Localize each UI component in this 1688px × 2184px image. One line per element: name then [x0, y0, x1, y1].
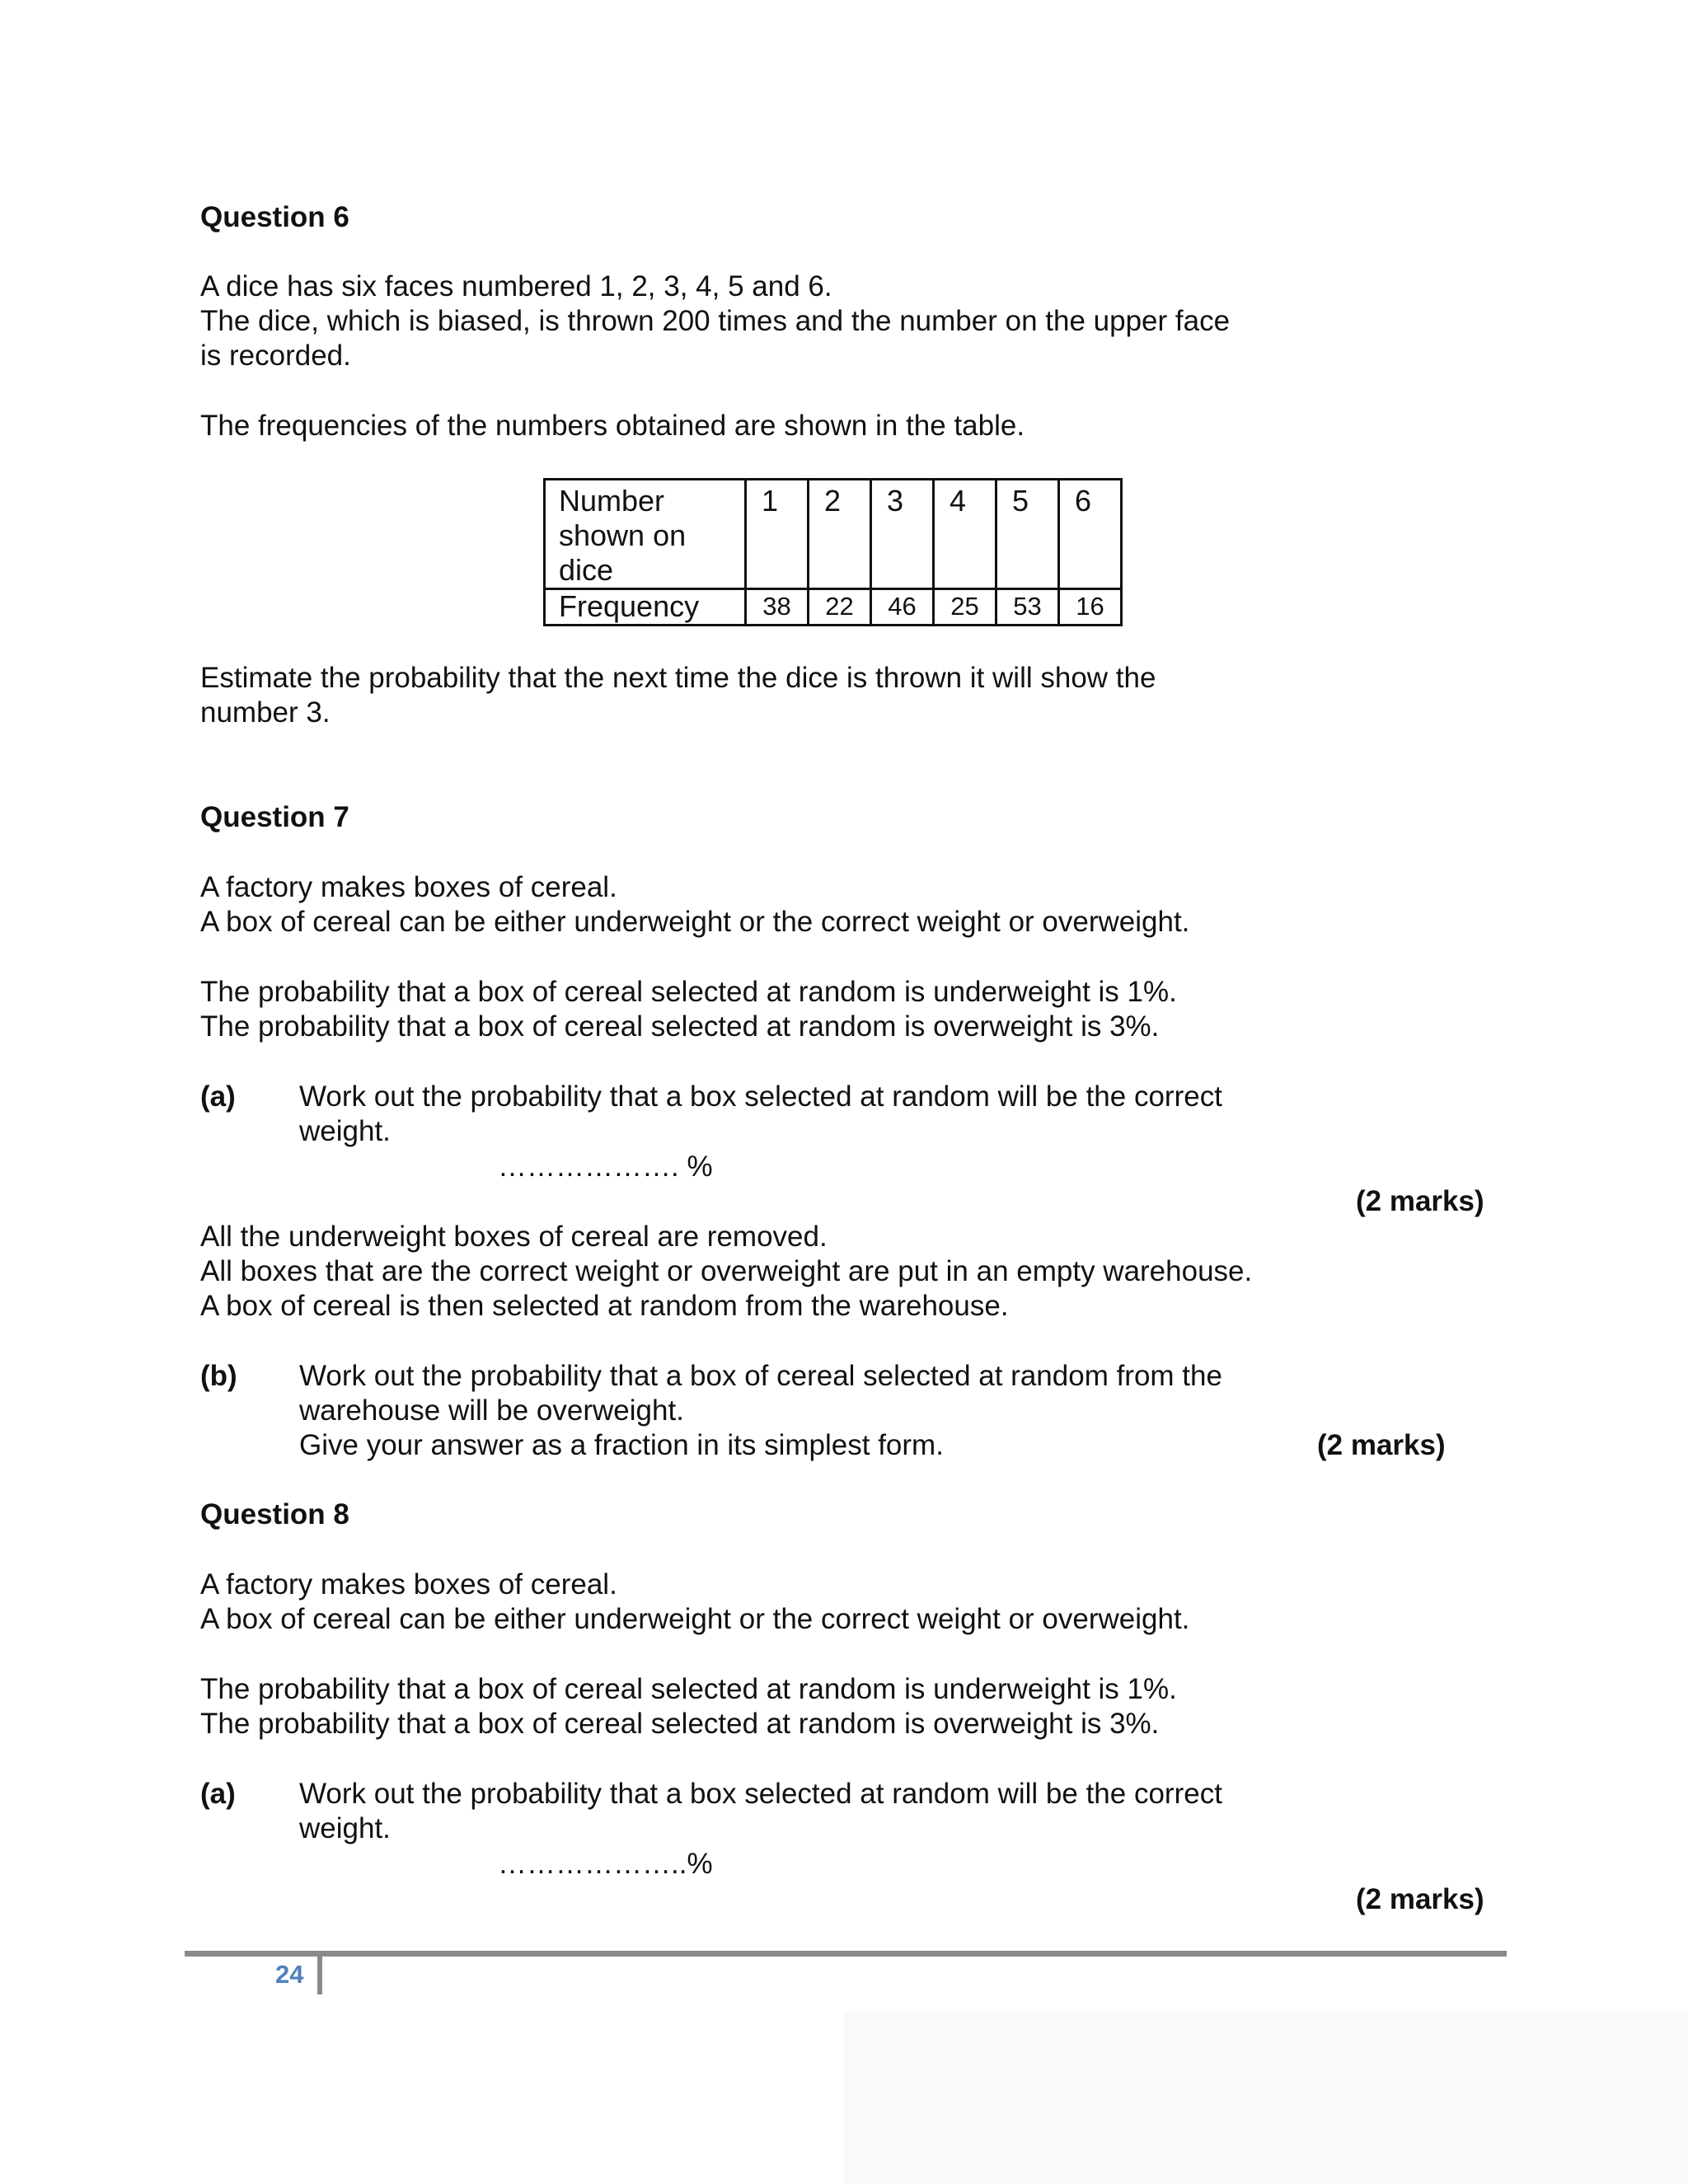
q8-intro-line-1: A factory makes boxes of cereal. — [200, 1568, 617, 1601]
table-number-cell: 6 — [1059, 480, 1122, 589]
q7-part-a-label: (a) — [200, 1080, 236, 1113]
q7-intro-line-2: A box of cereal can be either underweight or the correct weight or overweight. — [200, 906, 1190, 938]
table-header-label — [545, 480, 746, 589]
q6-question-line-2: number 3. — [200, 696, 331, 729]
table-frequency-cell: 25 — [934, 589, 996, 626]
q6-question-line-1: Estimate the probability that the next time the dice is thrown it will show the — [200, 662, 1156, 694]
q7-part-b-line-1: Work out the probability that a box of cereal selected at random from the — [299, 1360, 1222, 1392]
q7-part-b-line-2: warehouse will be overweight. — [299, 1394, 684, 1427]
header-label-line-2: shown on — [559, 518, 687, 552]
q7-probability-overweight: The probability that a box of cereal selected at random is overweight is 3%. — [200, 1010, 1160, 1043]
q7-part-a-line-1: Work out the probability that a box selected at random will be the correct — [299, 1080, 1222, 1113]
table-number-cell: 3 — [871, 480, 934, 589]
q6-intro-line-1: A dice has six faces numbered 1, 2, 3, 4, 5 and 6. — [200, 270, 832, 302]
q7-info-line-1: All the underweight boxes of cereal are removed. — [200, 1221, 828, 1253]
q7-part-a-line-2: weight. — [299, 1115, 391, 1147]
question-8-heading: Question 8 — [200, 1498, 349, 1530]
q7-part-a-marks: (2 marks) — [1356, 1185, 1484, 1217]
table-row-frequencies — [545, 589, 1122, 626]
q8-part-a-answer-line[interactable]: ………………..% — [498, 1848, 713, 1880]
q7-part-b-line-3: Give your answer as a fraction in its simplest form. — [299, 1429, 944, 1461]
table-number-cell: 4 — [934, 480, 996, 589]
table-row-numbers — [545, 480, 1122, 589]
q7-part-a-answer-line[interactable]: ………………. % — [498, 1151, 713, 1183]
table-frequency-cell: 53 — [996, 589, 1059, 626]
q8-intro-line-2: A box of cereal can be either underweight or the correct weight or overweight. — [200, 1603, 1190, 1635]
table-frequency-label: Frequency — [545, 589, 746, 626]
q7-part-b-marks: (2 marks) — [1317, 1429, 1446, 1461]
q8-probability-overweight: The probability that a box of cereal selected at random is overweight is 3%. — [200, 1708, 1160, 1740]
footer-rule — [185, 1951, 1507, 1957]
q8-part-a-line-1: Work out the probability that a box selected at random will be the correct — [299, 1778, 1222, 1810]
table-frequency-cell: 46 — [871, 589, 934, 626]
table-number-cell: 2 — [809, 480, 871, 589]
q8-probability-underweight: The probability that a box of cereal selected at random is underweight is 1%. — [200, 1673, 1177, 1705]
footer-divider — [317, 1957, 322, 1994]
q6-intro-line-2: The dice, which is biased, is thrown 200 times and the number on the upper face — [200, 305, 1231, 337]
header-label-line-3: dice — [559, 553, 614, 587]
q7-info-line-3: A box of cereal is then selected at random from the warehouse. — [200, 1290, 1009, 1322]
header-label-line-1: Number — [559, 484, 665, 518]
q6-table-intro: The frequencies of the numbers obtained are shown in the table. — [200, 410, 1025, 442]
page-number: 24 — [275, 1960, 304, 1989]
q7-intro-line-1: A factory makes boxes of cereal. — [200, 871, 617, 903]
q7-probability-underweight: The probability that a box of cereal selected at random is underweight is 1%. — [200, 976, 1177, 1008]
table-number-cell: 1 — [746, 480, 809, 589]
q7-info-line-2: All boxes that are the correct weight or overweight are put in an empty warehouse. — [200, 1255, 1253, 1287]
page-shadow — [844, 2011, 1688, 2184]
q6-intro-line-3: is recorded. — [200, 340, 351, 372]
table-frequency-cell: 38 — [746, 589, 809, 626]
table-frequency-cell: 22 — [809, 589, 871, 626]
table-frequency-cell: 16 — [1059, 589, 1122, 626]
question-7-heading: Question 7 — [200, 801, 349, 833]
table-number-cell: 5 — [996, 480, 1059, 589]
q8-part-a-line-2: weight. — [299, 1812, 391, 1844]
frequency-table — [543, 478, 1123, 626]
q8-part-a-marks: (2 marks) — [1356, 1883, 1484, 1915]
q7-part-b-label: (b) — [200, 1360, 237, 1392]
q8-part-a-label: (a) — [200, 1778, 236, 1810]
question-6-heading: Question 6 — [200, 201, 349, 233]
